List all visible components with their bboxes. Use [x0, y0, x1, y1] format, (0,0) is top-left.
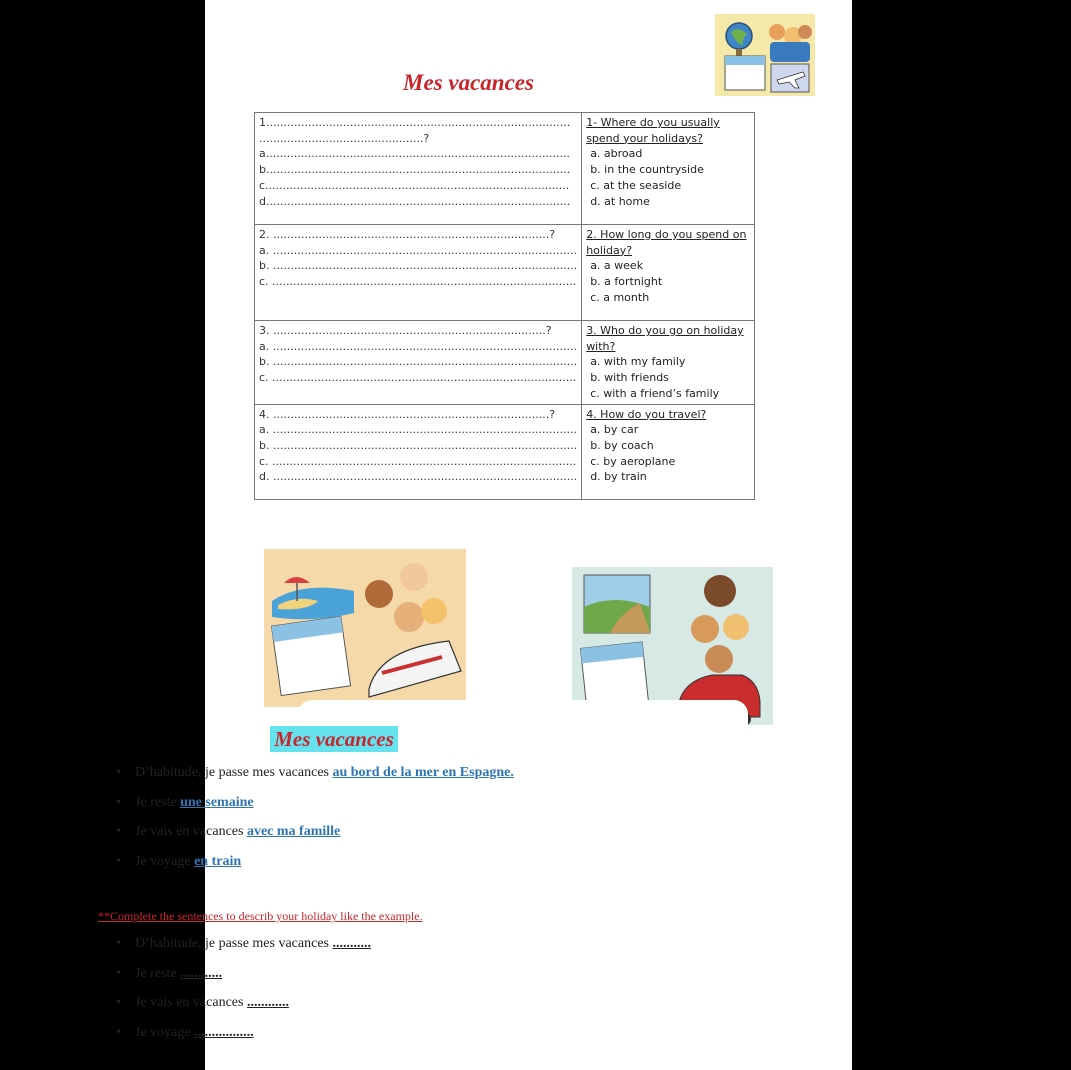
list-item — [105, 795, 514, 825]
page-title: Mes vacances — [403, 70, 534, 95]
answer-line[interactable]: 1....................................................................................... — [259, 116, 571, 129]
question-table — [254, 112, 755, 500]
question-text: 1- Where do you usually spend your holidays? — [586, 116, 720, 145]
sentence-text: Je voyage — [135, 853, 195, 869]
sentence-text: Je reste — [135, 794, 181, 810]
answer-line[interactable]: c. ....................................................................................... — [259, 275, 577, 289]
example-answer: une semaine — [180, 794, 254, 810]
table-row — [255, 404, 755, 499]
answer-line[interactable]: 3. ..............................................................................? — [259, 324, 552, 337]
option: b. by coach — [590, 438, 654, 452]
blank-field[interactable]: ............ — [246, 995, 289, 1010]
answer-line[interactable]: a. ....................................................................................... — [259, 243, 577, 257]
table-row — [255, 113, 755, 225]
option: c. a month — [590, 290, 650, 304]
answer-line[interactable]: b....................................................................................... — [259, 163, 571, 177]
list-item — [105, 936, 371, 966]
answer-line[interactable]: c....................................................................................... — [259, 178, 570, 192]
list-item — [105, 1025, 371, 1055]
option: d. at home — [590, 194, 650, 208]
answer-line[interactable]: a. ....................................................................................... — [259, 423, 577, 437]
table-row — [255, 225, 755, 321]
list-item — [105, 765, 514, 795]
option: a. a week — [590, 259, 644, 273]
option: b. a fortnight — [590, 275, 663, 289]
sentence-text: D’habitude, je passe mes vacances — [135, 765, 333, 780]
example-sentences — [105, 765, 514, 883]
sentence-text: Je vais en vacances — [135, 824, 247, 839]
answer-line[interactable]: a. ....................................................................................... — [259, 339, 577, 353]
answer-line[interactable]: d. ....................................................................................... — [259, 470, 578, 484]
sentence-text: D’habitude, je passe mes vacances — [135, 936, 333, 951]
exercise-sentences — [105, 936, 371, 1054]
option: b. with friends — [590, 371, 669, 385]
answer-line[interactable]: c. ....................................................................................... — [259, 371, 577, 385]
sentence-text: Je reste — [135, 965, 181, 981]
sentence-text: Je vais en vacances — [135, 995, 247, 1010]
option: a. by car — [590, 423, 639, 437]
answer-line[interactable]: b. ....................................................................................... — [259, 259, 578, 273]
example-answer: avec ma famille — [246, 824, 341, 839]
answer-line[interactable]: b. ....................................................................................... — [259, 438, 578, 452]
option: c. at the seaside — [590, 178, 682, 192]
list-item — [105, 824, 514, 854]
instruction-text: **Complete the sentences to describ your holiday like the example. — [98, 909, 423, 923]
option: a. abroad — [590, 147, 643, 161]
option: d. by train — [590, 470, 647, 484]
page-edge — [852, 832, 854, 1070]
table-row — [255, 321, 755, 405]
list-item — [105, 854, 514, 884]
blank-field[interactable]: ........... — [332, 936, 371, 951]
option: a. with my family — [590, 355, 686, 369]
list-item — [105, 995, 371, 1025]
answer-line[interactable]: 4. ...............................................................................? — [259, 407, 556, 421]
answer-line[interactable]: 2. ...............................................................................? — [259, 228, 556, 241]
list-item — [105, 966, 371, 996]
answer-line[interactable]: a....................................................................................... — [259, 147, 570, 161]
question-text: 2. How long do you spend on holiday? — [586, 228, 747, 257]
holiday-logo-image — [715, 14, 815, 96]
answer-line[interactable]: d....................................................................................... — [259, 194, 571, 208]
question-text: 3. Who do you go on holiday with? — [586, 324, 744, 353]
sentence-text: Je voyage — [135, 1024, 195, 1040]
seaside-train-illustration — [264, 549, 466, 707]
answer-line[interactable]: b. ....................................................................................... — [259, 355, 578, 369]
option: c. by aeroplane — [590, 454, 676, 468]
answer-line[interactable]: c. ....................................................................................... — [259, 454, 577, 468]
answer-line[interactable]: ...............................................? — [259, 131, 430, 145]
blank-field[interactable]: ................. — [194, 1024, 254, 1040]
question-text: 4. How do you travel? — [586, 407, 707, 421]
example-title: Mes vacances — [270, 726, 398, 752]
option: b. in the countryside — [590, 163, 704, 177]
example-answer: au bord de la mer en Espagne. — [332, 765, 514, 780]
blank-field[interactable]: ............ — [180, 965, 223, 981]
option: c. with a friend’s family — [590, 386, 720, 400]
example-answer: en train — [194, 853, 242, 869]
